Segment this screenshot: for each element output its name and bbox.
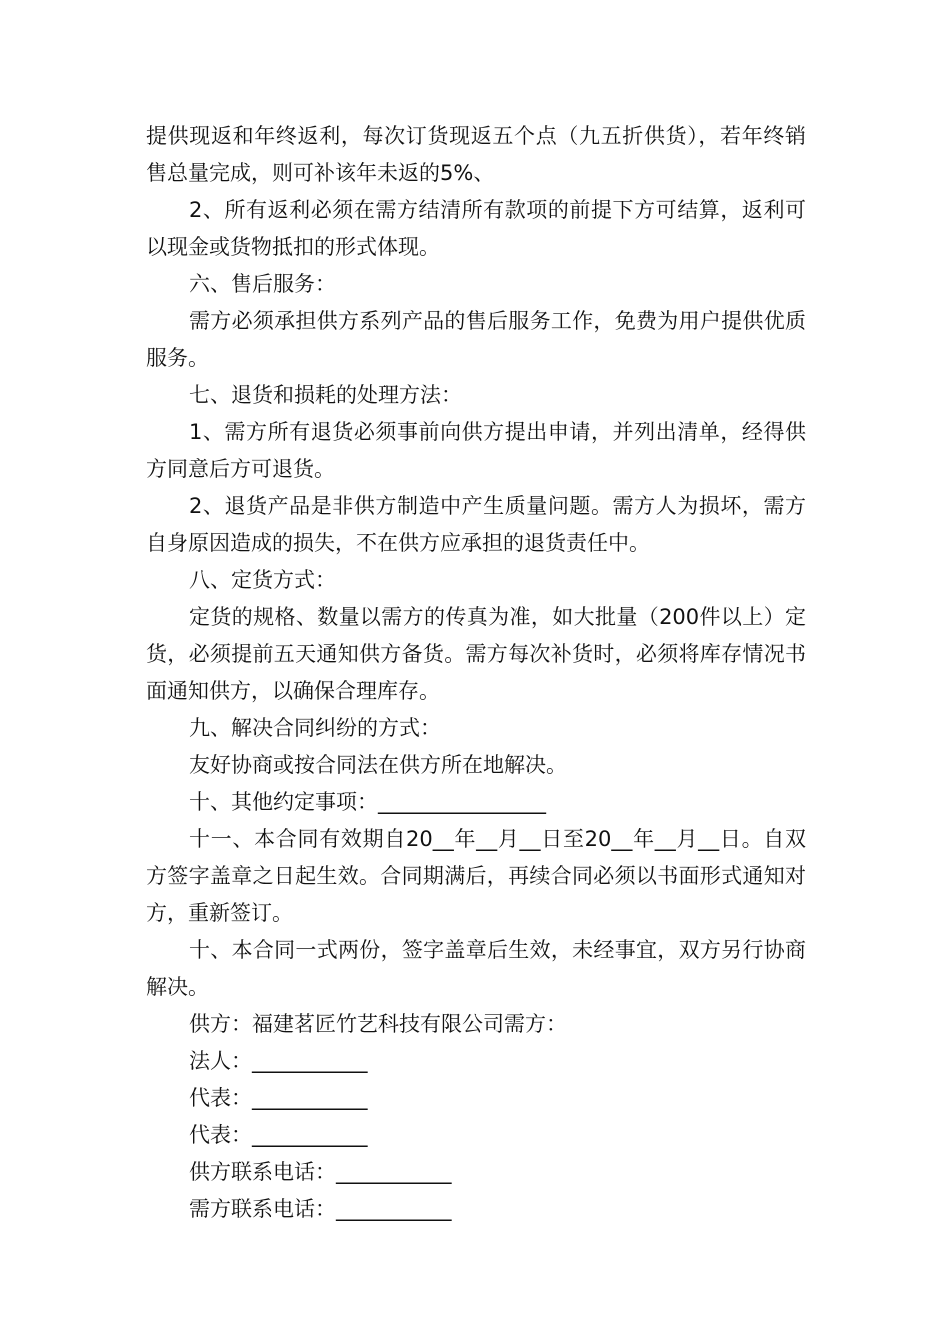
paragraph-disputes: 友好协商或按合同法在供方所在地解决。 — [189, 753, 567, 777]
signature-legal-person: 法人：___________ — [189, 1049, 368, 1073]
heading-after-sales: 六、售后服务： — [189, 272, 336, 296]
paragraph-validity: 十一、本合同有效期自20__年__月__日至20__年__月__日。自双方签字盖章之日起生效。合同期满后，再续合同必须以书面形式通知对方，重新签订。 — [146, 827, 806, 925]
paragraph-rebate-cont: 提供现返和年终返利，每次订货现返五个点（九五折供货），若年终销售总量完成，则可补该年未返的5%、 — [146, 124, 806, 185]
signature-representative-1: 代表：___________ — [189, 1086, 368, 1110]
paragraph-returns-2: 2、退货产品是非供方制造中产生质量问题。需方人为损坏，需方自身原因造成的损失，不在供方应承担的退货责任中。 — [146, 494, 806, 555]
paragraph-ordering: 定货的规格、数量以需方的传真为准，如大批量（200件以上）定货，必须提前五天通知供方备货。需方每次补货时，必须将库存情况书面通知供方，以确保合理库存。 — [146, 605, 806, 703]
heading-disputes: 九、解决合同纠纷的方式： — [189, 716, 441, 740]
document-page — [146, 118, 806, 1228]
supplier-phone: 供方联系电话：___________ — [189, 1160, 452, 1184]
paragraph-returns-1: 1、需方所有退货必须事前向供方提出申请，并列出清单，经得供方同意后方可退货。 — [146, 420, 806, 481]
signature-parties: 供方：福建茗匠竹艺科技有限公司需方： — [189, 1012, 567, 1036]
signature-representative-2: 代表：___________ — [189, 1123, 368, 1147]
buyer-phone: 需方联系电话：___________ — [189, 1197, 452, 1221]
paragraph-copies: 十、本合同一式两份，签字盖章后生效，未经事宜，双方另行协商解决。 — [146, 938, 806, 999]
heading-returns: 七、退货和损耗的处理方法： — [189, 383, 462, 407]
paragraph-after-sales: 需方必须承担供方系列产品的售后服务工作，免费为用户提供优质服务。 — [146, 309, 806, 370]
heading-other-terms: 十、其他约定事项：________________ — [189, 790, 546, 814]
paragraph-rebate-2: 2、所有返利必须在需方结清所有款项的前提下方可结算，返利可以现金或货物抵扣的形式体现。 — [146, 198, 806, 259]
heading-ordering: 八、定货方式： — [189, 568, 336, 592]
